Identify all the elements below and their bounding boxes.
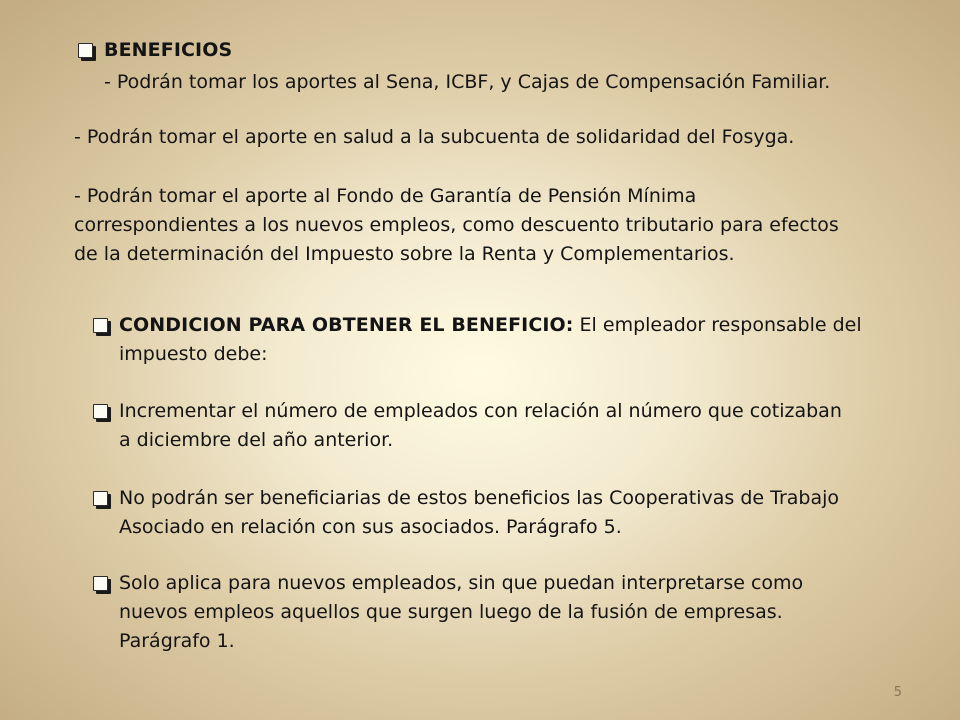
- beneficio-point-3-line: correspondientes a los nuevos empleos, como descuento tributario para efectos: [74, 214, 839, 236]
- page-number: 5: [893, 685, 902, 700]
- beneficio-point-2: [74, 123, 794, 152]
- requisito-line: Asociado en relación con sus asociados. Parágrafo 5.: [119, 516, 622, 538]
- beneficio-point-2-text: - Podrán tomar el aporte en salud a la subcuenta de solidaridad del Fosyga.: [74, 126, 795, 148]
- beneficio-point-1: [104, 68, 830, 97]
- beneficio-point-3: [74, 182, 839, 269]
- condicion-block: [119, 311, 862, 369]
- beneficio-point-3-line: - Podrán tomar el aporte al Fondo de Garantía de Pensión Mínima: [74, 185, 697, 207]
- condicion-line-1: [119, 311, 862, 340]
- checkbox-bullet-icon: [93, 491, 108, 506]
- requisito-item: [119, 569, 803, 656]
- beneficio-point-1-text: - Podrán tomar los aportes al Sena, ICBF, y Cajas de Compensación Familiar.: [104, 71, 831, 93]
- checkbox-bullet-icon: [93, 404, 108, 419]
- requisito-line: nuevos empleos aquellos que surgen luego de la fusión de empresas.: [119, 601, 783, 623]
- condicion-line-2: impuesto debe:: [119, 343, 268, 365]
- requisito-item: [119, 397, 842, 455]
- condicion-heading: CONDICION PARA OBTENER EL BENEFICIO:: [119, 314, 574, 336]
- requisito-line: No podrán ser beneficiarias de estos beneficios las Cooperativas de Trabajo: [119, 487, 840, 509]
- requisito-line: Solo aplica para nuevos empleados, sin que puedan interpretarse como: [119, 572, 804, 594]
- requisito-line: Parágrafo 1.: [119, 630, 235, 652]
- requisito-item: [119, 484, 839, 542]
- beneficios-heading: BENEFICIOS: [104, 39, 233, 61]
- checkbox-bullet-icon: [93, 576, 108, 591]
- condicion-line-1-rest: El empleador responsable del: [573, 314, 862, 336]
- requisito-line: Incrementar el número de empleados con relación al número que cotizaban: [119, 400, 842, 422]
- checkbox-bullet-icon: [78, 43, 93, 58]
- checkbox-bullet-icon: [93, 318, 108, 333]
- requisito-line: a diciembre del año anterior.: [119, 429, 394, 451]
- beneficio-point-3-line: de la determinación del Impuesto sobre la Renta y Complementarios.: [74, 243, 735, 265]
